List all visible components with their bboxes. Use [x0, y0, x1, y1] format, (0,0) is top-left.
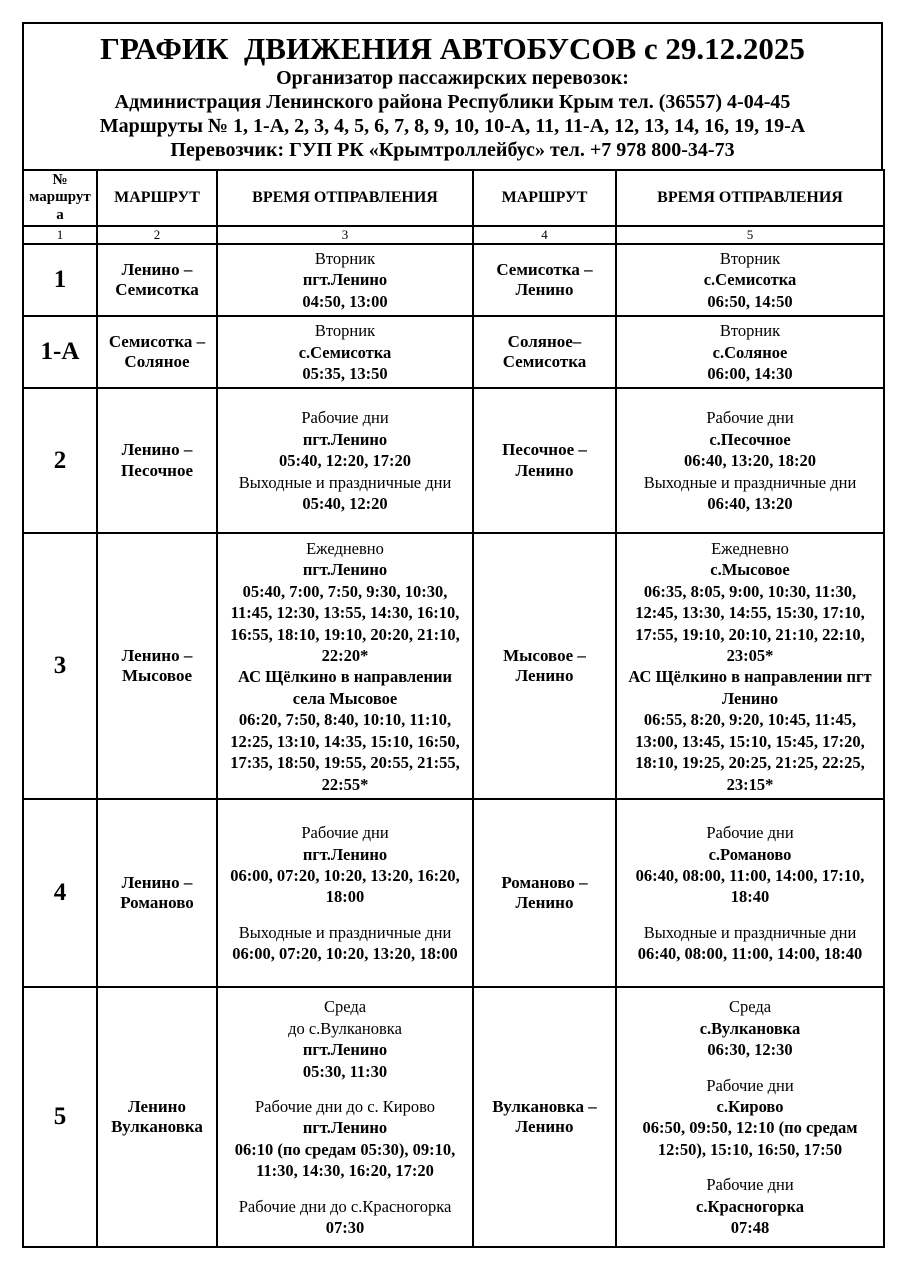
schedule-row [23, 244, 884, 316]
schedule-line: Выходные и праздничные дни [643, 922, 857, 942]
schedule-line: 06:00, 07:20, 10:20, 13:20, 18:00 [232, 944, 458, 964]
route-outbound-cell: Семисотка – Соляное [97, 316, 217, 388]
schedule-line: с.Семисотка [298, 342, 392, 362]
schedule-line: 05:35, 13:50 [302, 363, 388, 383]
column-number: 3 [217, 226, 473, 244]
schedule-line: до с.Вулкановка [288, 1018, 402, 1038]
schedule-line: 06:50, 14:50 [707, 291, 793, 311]
schedule-line: Рабочие дни до с. Кирово [254, 1096, 436, 1116]
col-header-route-outbound: МАРШРУТ [97, 170, 217, 226]
departure-outbound-cell [217, 987, 473, 1247]
schedule-line: Выходные и праздничные дни [643, 472, 857, 492]
schedule-line: 06:35, 8:05, 9:00, 10:30, 11:30, 12:45, 13:30, 14:55, 15:30, 17:10, 17:55, 19:10, 20:10, 21:10, 22:10, 23:05* [635, 581, 865, 665]
routes-list-line: Маршруты № 1, 1-А, 2, 3, 4, 5, 6, 7, 8, 9, 10, 10-А, 11, 11-А, 12, 13, 14, 16, 19, 19-А [99, 115, 806, 138]
title-block [22, 22, 883, 169]
departure-outbound-cell [217, 533, 473, 799]
schedule-line: Вторник [314, 321, 376, 341]
schedule-line: 06:55, 8:20, 9:20, 10:45, 11:45, 13:00, 13:45, 15:10, 15:45, 17:20, 18:10, 19:25, 20:25, 21:25, 22:25, 23:15* [635, 710, 865, 794]
schedule-line: с.Песочное [709, 429, 791, 449]
route-return-cell: Соляное– Семисотка [473, 316, 616, 388]
column-number: 4 [473, 226, 616, 244]
schedule-line: Выходные и праздничные дни [238, 922, 452, 942]
departure-outbound-cell [217, 316, 473, 388]
route-outbound-cell: Ленино Вулкановка [97, 987, 217, 1247]
schedule-line: с.Красногорка [696, 1196, 804, 1216]
schedule-line: 07:30 [325, 1218, 365, 1238]
line-spacer [621, 908, 879, 922]
route-number-cell: 5 [23, 987, 97, 1247]
schedule-line: Рабочие дни [301, 408, 389, 428]
route-outbound-cell: Ленино – Мысовое [97, 533, 217, 799]
schedule-line: 05:40, 7:00, 7:50, 9:30, 10:30, 11:45, 12:30, 13:55, 14:30, 16:10, 16:55, 18:10, 19:10, 20:20, 21:10, 22:20* [230, 581, 460, 665]
schedule-document [22, 22, 883, 1248]
route-number-cell: 4 [23, 799, 97, 987]
route-number-cell: 2 [23, 388, 97, 533]
schedule-line: с.Вулкановка [699, 1018, 801, 1038]
schedule-line: Рабочие дни [706, 1075, 794, 1095]
schedule-line: 06:40, 13:20 [707, 494, 793, 514]
schedule-line: Ежедневно [711, 538, 789, 558]
header-row [23, 170, 884, 226]
col-header-route-number: № маршрута [23, 170, 97, 226]
schedule-line: с.Романово [708, 844, 792, 864]
schedule-line: АС Щёлкино в направлении села Мысовое [237, 667, 453, 708]
carrier-line: Перевозчик: ГУП РК «Крымтроллейбус» тел. +7 978 800-34-73 [170, 139, 735, 162]
departure-return-cell [616, 799, 884, 987]
schedule-table [22, 169, 885, 1248]
schedule-row [23, 533, 884, 799]
schedule-line: с.Кирово [716, 1096, 784, 1116]
departure-outbound-cell [217, 244, 473, 316]
col-header-departure-return: ВРЕМЯ ОТПРАВЛЕНИЯ [616, 170, 884, 226]
line-spacer [621, 1061, 879, 1075]
schedule-line: АС Щёлкино в направлении пгт Ленино [628, 667, 872, 708]
schedule-line: Вторник [314, 248, 376, 268]
page-title: ГРАФИК ДВИЖЕНИЯ АВТОБУСОВ с 29.12.2025 [100, 30, 805, 66]
schedule-line: Выходные и праздничные дни [238, 472, 452, 492]
route-outbound-cell: Ленино – Семисотка [97, 244, 217, 316]
schedule-line: Рабочие дни [706, 823, 794, 843]
schedule-line: 05:30, 11:30 [302, 1061, 388, 1081]
route-return-cell: Мысовое – Ленино [473, 533, 616, 799]
schedule-line: пгт.Ленино [302, 270, 388, 290]
schedule-line: 06:40, 13:20, 18:20 [684, 451, 816, 471]
administration-line: Администрация Ленинского района Республики Крым тел. (36557) 4-04-45 [114, 91, 791, 114]
schedule-line: пгт.Ленино [302, 1118, 388, 1138]
schedule-line: 07:48 [730, 1218, 770, 1238]
schedule-line: Рабочие дни [706, 1175, 794, 1195]
col-header-route-return: МАРШРУТ [473, 170, 616, 226]
schedule-body [23, 244, 884, 1248]
route-return-cell: Романово – Ленино [473, 799, 616, 987]
schedule-line: 04:50, 13:00 [302, 291, 388, 311]
line-spacer [222, 1082, 468, 1096]
schedule-line: 06:50, 09:50, 12:10 (по средам 12:50), 15:10, 16:50, 17:50 [642, 1118, 858, 1159]
col-header-departure-outbound: ВРЕМЯ ОТПРАВЛЕНИЯ [217, 170, 473, 226]
schedule-line: 06:00, 07:20, 10:20, 13:20, 16:20, 18:00 [230, 865, 460, 907]
route-number-cell: 1 [23, 244, 97, 316]
schedule-line: Рабочие дни до с.Красногорка [238, 1196, 452, 1216]
schedule-line: Вторник [719, 248, 781, 268]
schedule-line: 05:40, 12:20 [302, 494, 388, 514]
schedule-line: 06:40, 08:00, 11:00, 14:00, 18:40 [637, 944, 863, 964]
schedule-line: 06:40, 08:00, 11:00, 14:00, 17:10, 18:40 [635, 865, 865, 907]
route-outbound-cell: Ленино – Романово [97, 799, 217, 987]
line-spacer [222, 1182, 468, 1196]
departure-outbound-cell [217, 388, 473, 533]
schedule-row [23, 316, 884, 388]
route-return-cell: Вулкановка – Ленино [473, 987, 616, 1247]
schedule-line: 06:20, 7:50, 8:40, 10:10, 11:10, 12:25, 13:10, 14:35, 15:10, 16:50, 17:35, 18:50, 19:55, 20:55, 21:55, 22:55* [230, 710, 460, 794]
departure-return-cell [616, 533, 884, 799]
schedule-line: Рабочие дни [706, 408, 794, 428]
schedule-row [23, 388, 884, 533]
departure-return-cell [616, 987, 884, 1247]
departure-outbound-cell [217, 799, 473, 987]
departure-return-cell [616, 388, 884, 533]
schedule-line: 05:40, 12:20, 17:20 [279, 451, 411, 471]
column-number: 1 [23, 226, 97, 244]
schedule-line: пгт.Ленино [302, 560, 388, 580]
schedule-line: Вторник [719, 321, 781, 341]
schedule-line: пгт.Ленино [302, 429, 388, 449]
schedule-line: Среда [323, 997, 367, 1017]
route-return-cell: Песочное – Ленино [473, 388, 616, 533]
schedule-line: Ежедневно [306, 538, 384, 558]
schedule-row [23, 799, 884, 987]
route-return-cell: Семисотка – Ленино [473, 244, 616, 316]
schedule-line: с.Семисотка [703, 270, 797, 290]
schedule-line: с.Соляное [712, 342, 788, 362]
route-number-cell: 1-А [23, 316, 97, 388]
departure-return-cell [616, 316, 884, 388]
line-spacer [621, 1160, 879, 1174]
schedule-line: 06:30, 12:30 [707, 1040, 793, 1060]
schedule-line: 06:00, 14:30 [707, 363, 793, 383]
column-number: 2 [97, 226, 217, 244]
schedule-line: пгт.Ленино [302, 1040, 388, 1060]
schedule-line: 06:10 (по средам 05:30), 09:10, 11:30, 14:30, 16:20, 17:20 [234, 1139, 456, 1181]
schedule-line: Среда [728, 997, 772, 1017]
schedule-line: пгт.Ленино [302, 844, 388, 864]
column-number-row [23, 226, 884, 244]
departure-return-cell [616, 244, 884, 316]
schedule-line: с.Мысовое [710, 560, 790, 580]
schedule-row [23, 987, 884, 1247]
route-number-cell: 3 [23, 533, 97, 799]
route-outbound-cell: Ленино – Песочное [97, 388, 217, 533]
line-spacer [222, 908, 468, 922]
organizer-line: Организатор пассажирских перевозок: [276, 67, 629, 90]
schedule-line: Рабочие дни [301, 823, 389, 843]
column-number: 5 [616, 226, 884, 244]
